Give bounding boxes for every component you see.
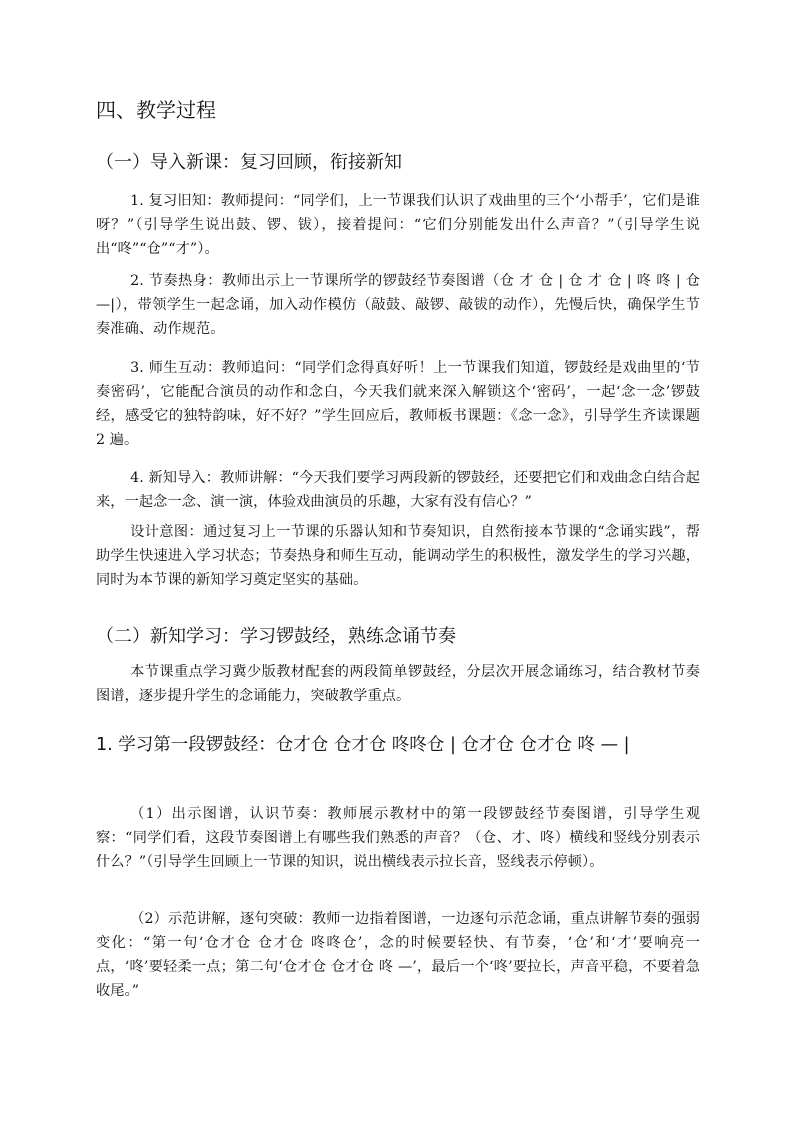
part2-paragraph-1: （1）出示图谱，认识节奏：教师展示教材中的第一段锣鼓经节奏图谱，引导学生观察：“同学们看，这段节奏图谱上有哪些我们熟悉的声音？（仓、才、咚）横线和竖线分别表示什么？”（引导学生回顾上一节课的知识，说出横线表示拉长音，竖线表示停顿）。 [96,806,700,870]
part1-paragraph-4: 4. 新知导入：教师讲解：“今天我们要学习两段新的锣鼓经，还要把它们和戏曲念白结合起来，一起念一念、演一演，体验戏曲演员的乐趣，大家有没有信心？” [96,470,700,510]
part1-paragraph-3: 3. 师生互动：教师追问：“同学们念得真好听！上一节课我们知道，锣鼓经是戏曲里的‘节奏密码’，它能配合演员的动作和念白，今天我们就来深入解锁这个‘密码’，一起‘念一念’锣鼓经，感受它的独特韵味，好不好？”学生回应后，教师板书课题：《念一念》，引导学生齐读课题 2 遍。 [96,360,700,448]
design-intent-paragraph: 设计意图：通过复习上一节课的乐器认知和节奏知识，自然衔接本节课的“念诵实践”，帮助学生快速进入学习状态；节奏热身和师生互动，能调动学生的积极性，激发学生的学习兴趣，同时为本节课的新知学习奠定坚实的基础。 [96,524,700,588]
part1-paragraph-1: 1. 复习旧知：教师提问：“同学们，上一节课我们认识了戏曲里的三个‘小帮手’，它们是谁呀？”（引导学生说出鼓、锣、钹），接着提问：“它们分别能发出什么声音？”（引导学生说出“咚”“仓”“才”）。 [96,193,700,257]
part1-paragraph-2: 2. 节奏热身：教师出示上一节课所学的锣鼓经节奏图谱（仓 才 仓 | 仓 才 仓 | 咚 咚 | 仓 —|），带领学生一起念诵，加入动作模仿（敲鼓、敲锣、敲钹的动作），先慢后快，确保学生节奏准确、动作规范。 [96,273,700,337]
part2-intro-paragraph: 本节课重点学习冀少版教材配套的两段简单锣鼓经，分层次开展念诵练习，结合教材节奏图谱，逐步提升学生的念诵能力，突破教学重点。 [96,664,700,704]
part2-paragraph-2: （2）示范讲解，逐句突破：教师一边指着图谱，一边逐句示范念诵，重点讲解节奏的强弱变化：“第一句‘仓才仓 仓才仓 咚咚仓’，念的时候要轻快、有节奏，‘仓’和‘才’要响亮一点，‘咚’要轻柔一点；第二句‘仓才仓 仓才仓 咚 —’，最后一个‘咚’要拉长，声音平稳，不要着急收尾。” [96,911,700,999]
part1-heading: （一）导入新课：复习回顾，衔接新知 [96,152,402,173]
section-title: 四、教学过程 [96,98,216,122]
part2-sub-heading: 1. 学习第一段锣鼓经：仓才仓 仓才仓 咚咚仓 | 仓才仓 仓才仓 咚 — | [96,735,630,755]
part2-heading: （二）新知学习：学习锣鼓经，熟练念诵节奏 [96,626,456,647]
